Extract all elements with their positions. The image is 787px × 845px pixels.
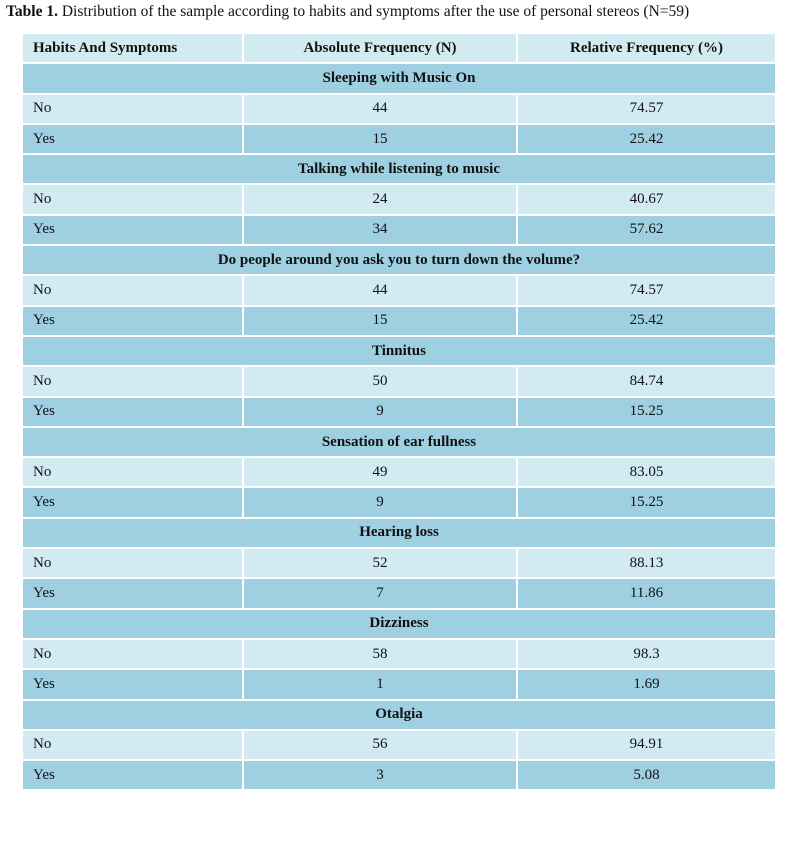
absolute-frequency: 44	[243, 94, 517, 124]
section-title: Sleeping with Music On	[22, 63, 776, 93]
section-title: Sensation of ear fullness	[22, 427, 776, 457]
relative-frequency: 74.57	[517, 275, 776, 305]
section-header-row	[22, 245, 776, 275]
absolute-frequency: 9	[243, 397, 517, 427]
table-caption-label: Table 1.	[6, 3, 58, 20]
absolute-frequency: 1	[243, 669, 517, 699]
absolute-frequency: 34	[243, 215, 517, 245]
relative-frequency: 57.62	[517, 215, 776, 245]
absolute-frequency: 7	[243, 578, 517, 608]
relative-frequency: 94.91	[517, 730, 776, 760]
table-row	[22, 124, 776, 154]
absolute-frequency: 50	[243, 366, 517, 396]
absolute-frequency: 58	[243, 639, 517, 669]
relative-frequency: 74.57	[517, 94, 776, 124]
relative-frequency: 15.25	[517, 397, 776, 427]
relative-frequency: 5.08	[517, 760, 776, 790]
table-row	[22, 215, 776, 245]
absolute-frequency: 24	[243, 184, 517, 214]
absolute-frequency: 9	[243, 487, 517, 517]
table-row	[22, 760, 776, 790]
section-title: Hearing loss	[22, 518, 776, 548]
table-row	[22, 397, 776, 427]
table-row	[22, 306, 776, 336]
section-title: Dizziness	[22, 609, 776, 639]
table-row	[22, 94, 776, 124]
table-row	[22, 730, 776, 760]
section-title: Talking while listening to music	[22, 154, 776, 184]
relative-frequency: 88.13	[517, 548, 776, 578]
table-header-row	[22, 33, 776, 63]
table-caption	[6, 3, 689, 21]
section-header-row	[22, 427, 776, 457]
relative-frequency: 25.42	[517, 306, 776, 336]
row-label: Yes	[22, 760, 243, 790]
table-row	[22, 275, 776, 305]
section-header-row	[22, 336, 776, 366]
table-row	[22, 366, 776, 396]
absolute-frequency: 15	[243, 306, 517, 336]
row-label: No	[22, 639, 243, 669]
relative-frequency: 83.05	[517, 457, 776, 487]
absolute-frequency: 3	[243, 760, 517, 790]
table-row	[22, 548, 776, 578]
column-header-habits: Habits And Symptoms	[22, 33, 243, 63]
table-row	[22, 487, 776, 517]
table-row	[22, 669, 776, 699]
table-row	[22, 639, 776, 669]
section-title: Otalgia	[22, 700, 776, 730]
absolute-frequency: 49	[243, 457, 517, 487]
absolute-frequency: 44	[243, 275, 517, 305]
column-header-relative: Relative Frequency (%)	[517, 33, 776, 63]
section-header-row	[22, 154, 776, 184]
section-title: Tinnitus	[22, 336, 776, 366]
row-label: No	[22, 275, 243, 305]
section-header-row	[22, 609, 776, 639]
relative-frequency: 11.86	[517, 578, 776, 608]
absolute-frequency: 56	[243, 730, 517, 760]
table-body	[22, 63, 776, 790]
row-label: No	[22, 457, 243, 487]
table-row	[22, 184, 776, 214]
row-label: No	[22, 366, 243, 396]
section-header-row	[22, 518, 776, 548]
row-label: No	[22, 184, 243, 214]
row-label: Yes	[22, 215, 243, 245]
row-label: Yes	[22, 578, 243, 608]
relative-frequency: 98.3	[517, 639, 776, 669]
row-label: No	[22, 548, 243, 578]
row-label: Yes	[22, 306, 243, 336]
row-label: No	[22, 94, 243, 124]
frequency-table	[21, 32, 777, 791]
row-label: Yes	[22, 397, 243, 427]
row-label: Yes	[22, 669, 243, 699]
row-label: No	[22, 730, 243, 760]
section-title: Do people around you ask you to turn down the volume?	[22, 245, 776, 275]
relative-frequency: 84.74	[517, 366, 776, 396]
column-header-absolute: Absolute Frequency (N)	[243, 33, 517, 63]
relative-frequency: 1.69	[517, 669, 776, 699]
relative-frequency: 25.42	[517, 124, 776, 154]
section-header-row	[22, 63, 776, 93]
relative-frequency: 40.67	[517, 184, 776, 214]
table-row	[22, 457, 776, 487]
absolute-frequency: 15	[243, 124, 517, 154]
section-header-row	[22, 700, 776, 730]
table-row	[22, 578, 776, 608]
row-label: Yes	[22, 124, 243, 154]
relative-frequency: 15.25	[517, 487, 776, 517]
absolute-frequency: 52	[243, 548, 517, 578]
table-caption-text: Distribution of the sample according to habits and symptoms after the use of personal stereos (N=59)	[61, 3, 690, 20]
row-label: Yes	[22, 487, 243, 517]
